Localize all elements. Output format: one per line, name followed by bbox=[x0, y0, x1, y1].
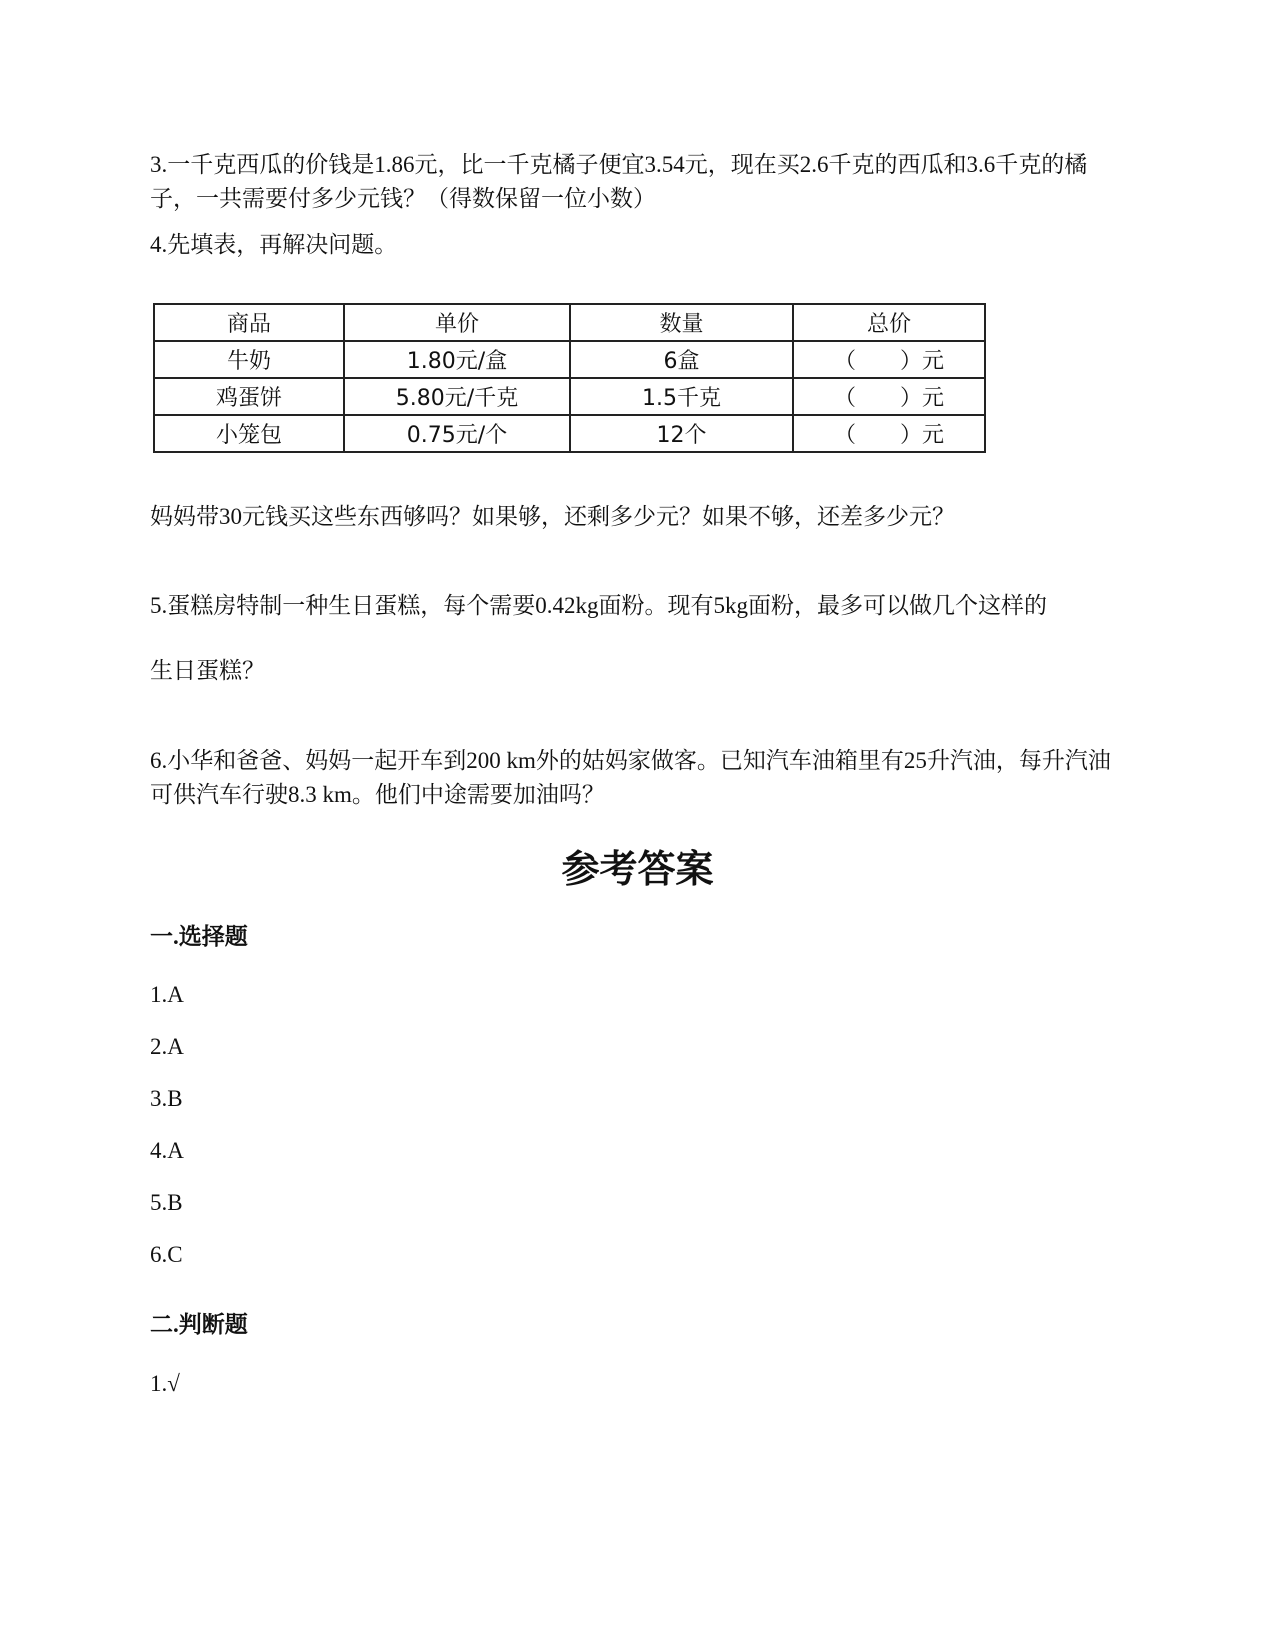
answer-item: 1.A bbox=[150, 982, 184, 1007]
table-cell: 小笼包 bbox=[154, 415, 344, 452]
question-4-question: 妈妈带30元钱买这些东西够吗？如果够，还剩多少元？如果不够，还差多少元？ bbox=[150, 504, 955, 529]
section-judge-heading: 二.判断题 bbox=[150, 1312, 248, 1337]
table-header-cell: 商品 bbox=[154, 304, 344, 341]
answer-item: 6.C bbox=[150, 1242, 183, 1267]
question-4-intro: 4.先填表，再解决问题。 bbox=[150, 232, 398, 257]
table-cell: 1.5千克 bbox=[570, 378, 793, 415]
table-cell: 5.80元/千克 bbox=[344, 378, 570, 415]
question-6: 6.小华和爸爸、妈妈一起开车到200 km外的姑妈家做客。已知汽车油箱里有25升汽油，每升汽油可供汽车行驶8.3 km。他们中途需要加油吗？ bbox=[150, 748, 1111, 807]
table-cell: 牛奶 bbox=[154, 341, 344, 378]
table-cell-blank: （ ）元 bbox=[793, 341, 985, 378]
answer-item: 1.√ bbox=[150, 1371, 180, 1396]
table-row bbox=[154, 415, 985, 452]
table-cell-blank: （ ）元 bbox=[793, 378, 985, 415]
table-cell: 1.80元/盒 bbox=[344, 341, 570, 378]
table-cell: 12个 bbox=[570, 415, 793, 452]
table-cell: 6盒 bbox=[570, 341, 793, 378]
answer-item: 4.A bbox=[150, 1138, 184, 1163]
question-5-line-2: 生日蛋糕？ bbox=[150, 658, 265, 683]
table-header-cell: 单价 bbox=[344, 304, 570, 341]
table-cell: 0.75元/个 bbox=[344, 415, 570, 452]
question-3: 3.一千克西瓜的价钱是1.86元，比一千克橘子便宜3.54元，现在买2.6千克的西瓜和3.6千克的橘子，一共需要付多少元钱？（得数保留一位小数） bbox=[150, 152, 1088, 211]
table-header-row bbox=[154, 304, 985, 341]
price-table bbox=[153, 303, 986, 453]
table-cell: 鸡蛋饼 bbox=[154, 378, 344, 415]
table-row bbox=[154, 378, 985, 415]
question-5-line-1: 5.蛋糕房特制一种生日蛋糕，每个需要0.42kg面粉。现有5kg面粉，最多可以做几个这样的 bbox=[150, 593, 1047, 618]
answer-item: 2.A bbox=[150, 1034, 184, 1059]
section-choice-heading: 一.选择题 bbox=[150, 924, 248, 949]
table-header-cell: 数量 bbox=[570, 304, 793, 341]
table-header-cell: 总价 bbox=[793, 304, 985, 341]
answers-title: 参考答案 bbox=[561, 849, 714, 891]
answer-item: 5.B bbox=[150, 1190, 183, 1215]
table-cell-blank: （ ）元 bbox=[793, 415, 985, 452]
table-row bbox=[154, 341, 985, 378]
answer-item: 3.B bbox=[150, 1086, 183, 1111]
